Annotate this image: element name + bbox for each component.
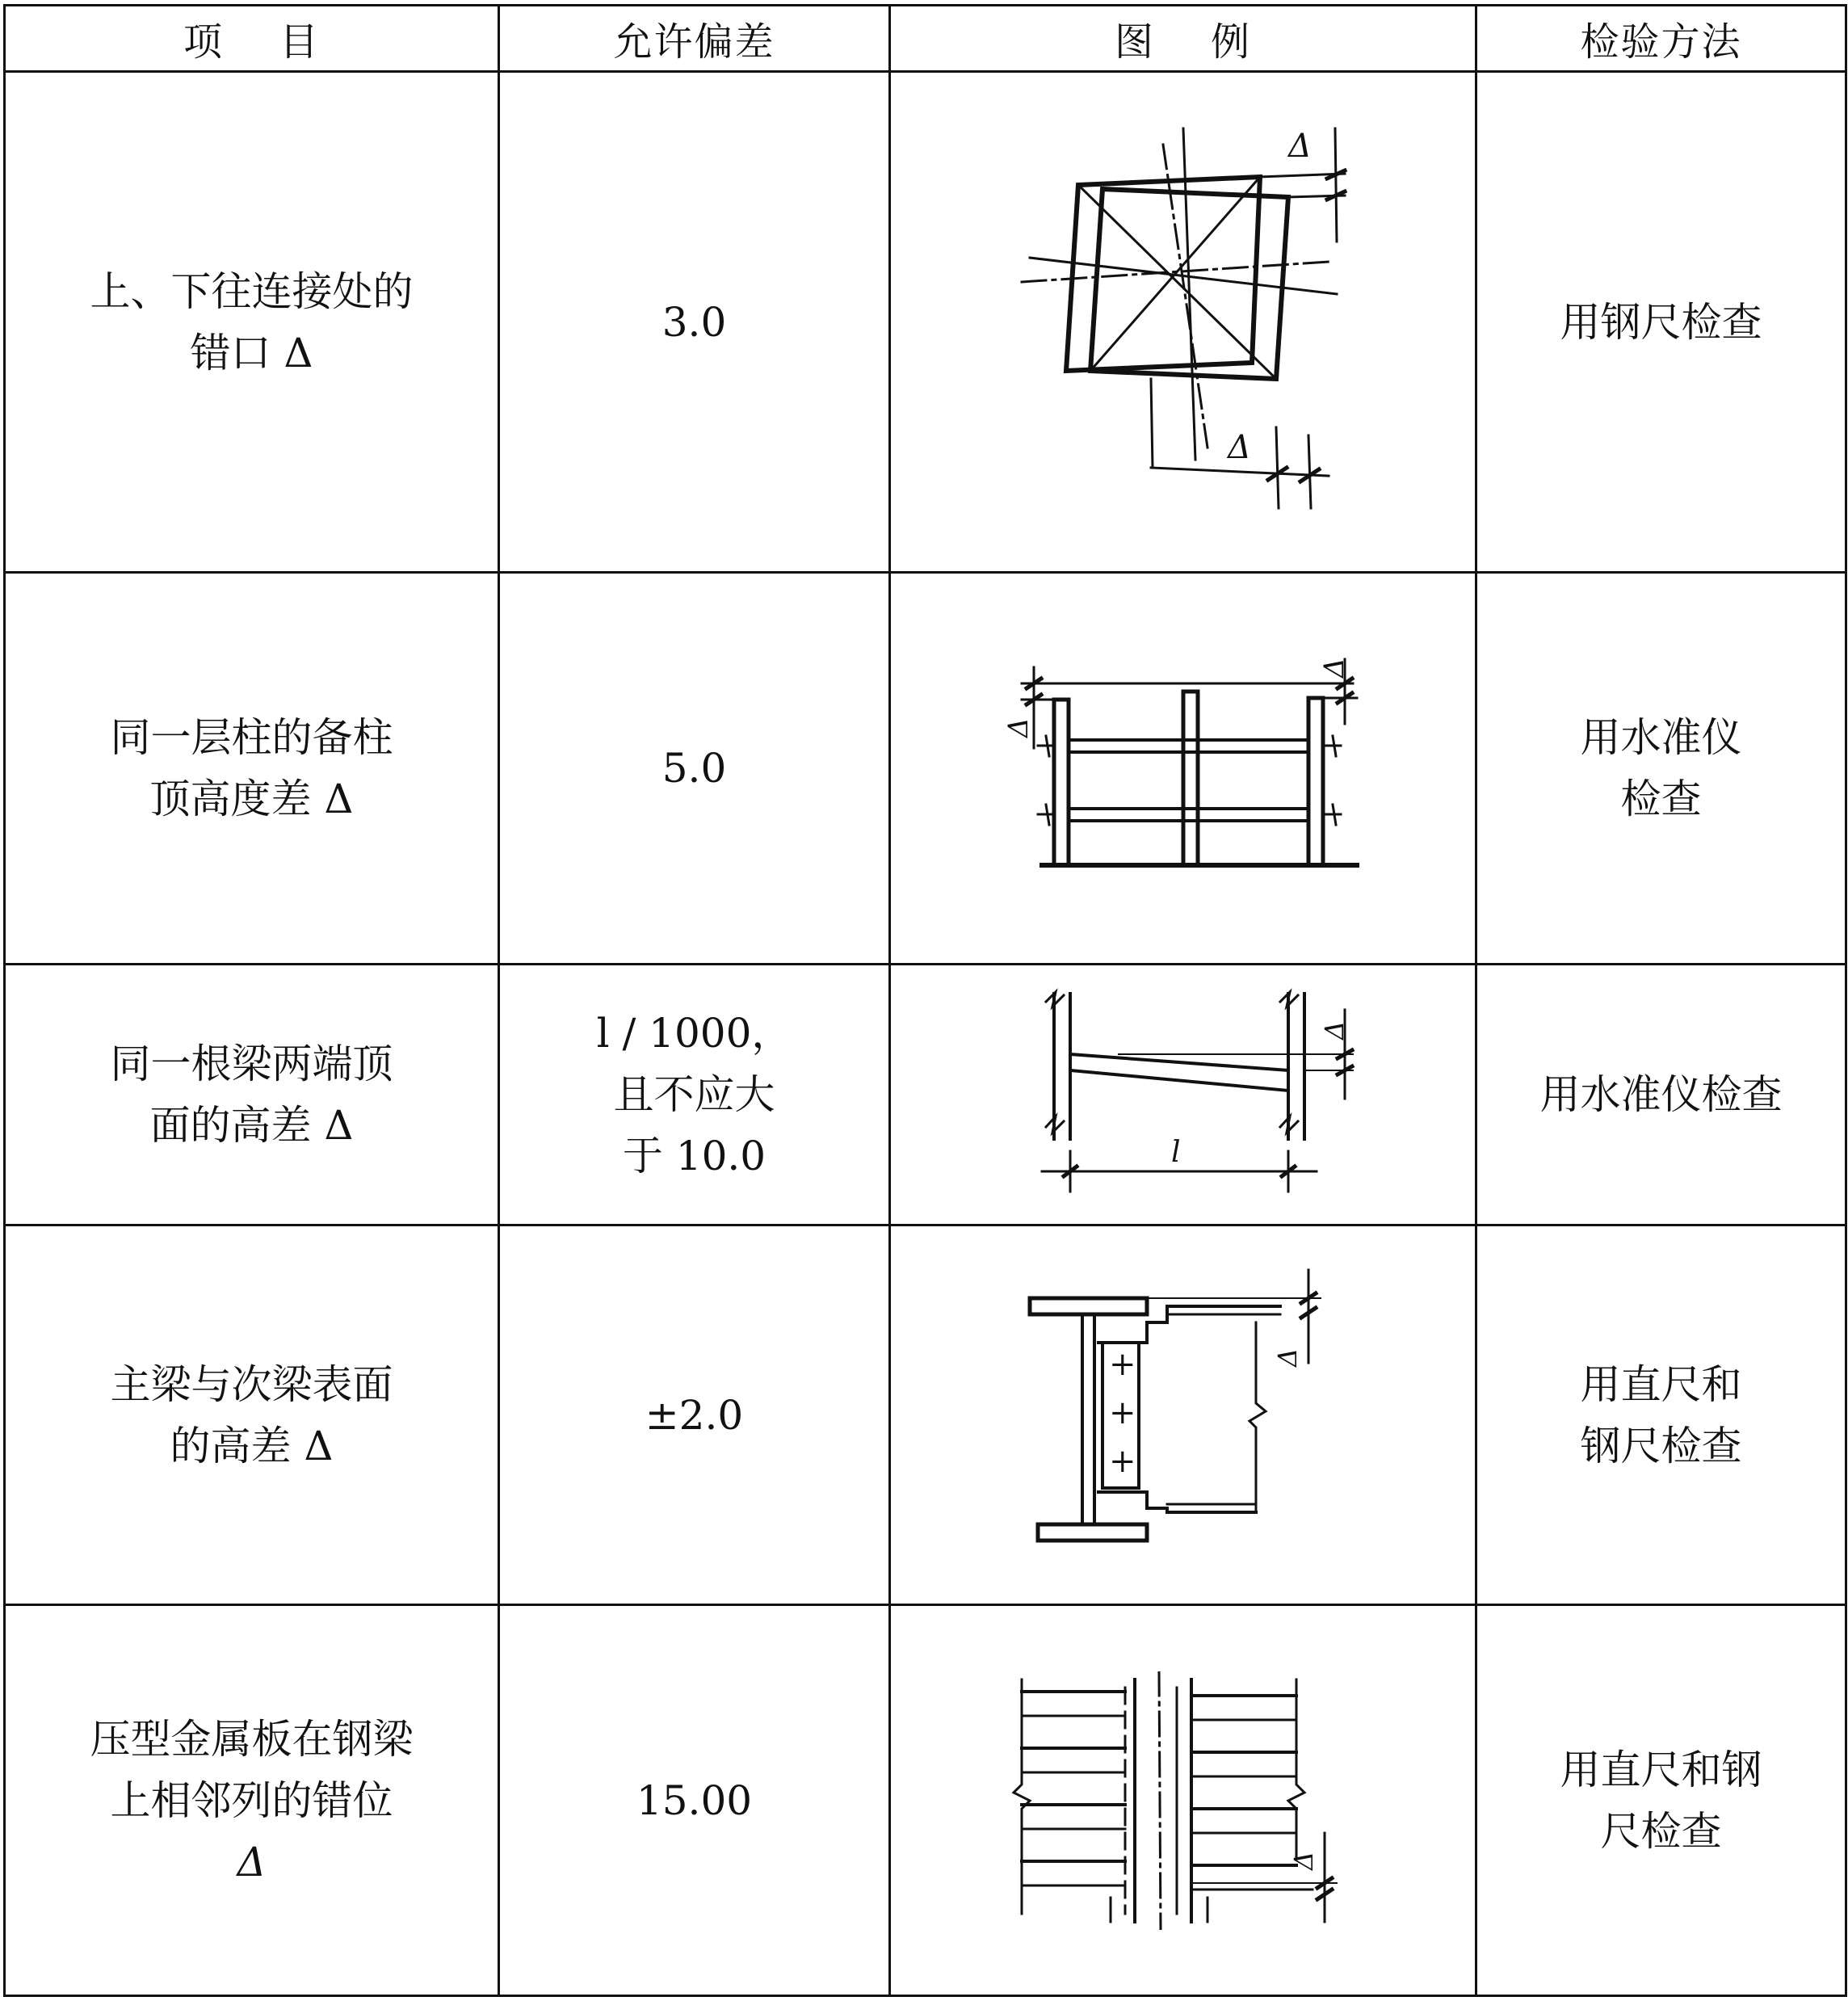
method-cell — [1476, 1605, 1846, 1996]
tolerance-value: 5.0 — [662, 745, 727, 792]
method-cell — [1476, 573, 1846, 965]
tolerance-value: l / 1000， — [596, 1010, 792, 1057]
tolerance-cell — [499, 573, 890, 965]
tolerance-cell — [499, 72, 890, 573]
table-row — [5, 965, 1846, 1225]
method-cell — [1476, 1225, 1846, 1605]
delta-label: Δ — [1318, 1020, 1350, 1040]
delta-label: Δ — [1287, 1851, 1319, 1870]
tolerance-cell — [499, 965, 890, 1225]
method-line: 用水准仪检查 — [1539, 1071, 1783, 1118]
figure-cell — [890, 573, 1476, 965]
tolerance-value: ±2.0 — [645, 1391, 744, 1439]
item-line: 同一根梁两端顶 — [110, 1040, 393, 1087]
main-secondary-beam-diagram-icon — [1014, 1266, 1353, 1565]
tolerance-value: 于 10.0 — [622, 1133, 766, 1179]
header-figure: 图 例 — [890, 6, 1476, 72]
item-cell — [5, 1225, 499, 1605]
table-row — [5, 1225, 1846, 1605]
tolerance-value: 3.0 — [662, 298, 727, 346]
table-row — [5, 72, 1846, 573]
figure-cell — [890, 72, 1476, 573]
item-line: 同一层柱的备柱 — [110, 714, 393, 761]
beam-end-height-diagram-icon — [1006, 977, 1361, 1212]
tolerance-table — [3, 4, 1847, 1997]
method-line: 尺检查 — [1600, 1807, 1722, 1855]
item-line: 面的高差 Δ — [149, 1102, 354, 1149]
table-row — [5, 573, 1846, 965]
bolt-icon: + — [1108, 1345, 1136, 1383]
item-line: 主梁与次梁表面 — [110, 1360, 393, 1408]
header-row — [5, 6, 1846, 72]
item-line: 的高差 Δ — [170, 1422, 334, 1469]
delta-label: Δ — [1002, 717, 1035, 738]
delta-label: Δ — [1287, 127, 1312, 165]
figure-cell — [890, 965, 1476, 1225]
method-line: 钢尺检查 — [1580, 1422, 1742, 1469]
item-line: 上、下往连接处的 — [90, 267, 414, 315]
method-cell — [1476, 72, 1846, 573]
tolerance-cell — [499, 1605, 890, 1996]
column-splice-offset-diagram-icon — [1014, 120, 1353, 524]
item-cell — [5, 573, 499, 965]
method-line: 用直尺和钢 — [1560, 1746, 1762, 1793]
method-line: 用水准仪 — [1580, 714, 1742, 761]
tolerance-cell — [499, 1225, 890, 1605]
length-label: l — [1170, 1136, 1181, 1169]
method-line: 检查 — [1620, 776, 1702, 822]
figure-cell — [890, 1225, 1476, 1605]
header-tolerance: 允许偏差 — [499, 6, 890, 72]
item-cell — [5, 72, 499, 573]
bolt-icon: + — [1108, 1442, 1136, 1480]
item-line: 顶高度差 Δ — [149, 776, 354, 822]
method-cell — [1476, 965, 1846, 1225]
bolt-icon: + — [1108, 1394, 1136, 1431]
table-row — [5, 1605, 1846, 1996]
metal-deck-offset-diagram-icon — [1006, 1671, 1361, 1930]
delta-label: Δ — [1271, 1347, 1303, 1367]
method-line: 用钢尺检查 — [1560, 298, 1762, 346]
item-line: 错口 Δ — [190, 329, 313, 376]
item-line: 上相邻列的错位 — [110, 1776, 393, 1824]
tolerance-value: 且不应大 — [613, 1071, 775, 1118]
figure-cell — [890, 1605, 1476, 1996]
tolerance-value: 15.00 — [636, 1776, 753, 1824]
item-cell — [5, 965, 499, 1225]
column-top-height-diagram-icon — [998, 651, 1369, 885]
delta-label: Δ — [1227, 428, 1251, 466]
method-line: 用直尺和 — [1580, 1360, 1742, 1408]
header-item: 项 目 — [5, 6, 499, 72]
item-line: Δ — [237, 1838, 267, 1885]
header-method: 检验方法 — [1476, 6, 1846, 72]
delta-label: Δ — [1317, 658, 1350, 678]
item-cell — [5, 1605, 499, 1996]
item-line: 压型金属板在钢梁 — [90, 1715, 414, 1763]
